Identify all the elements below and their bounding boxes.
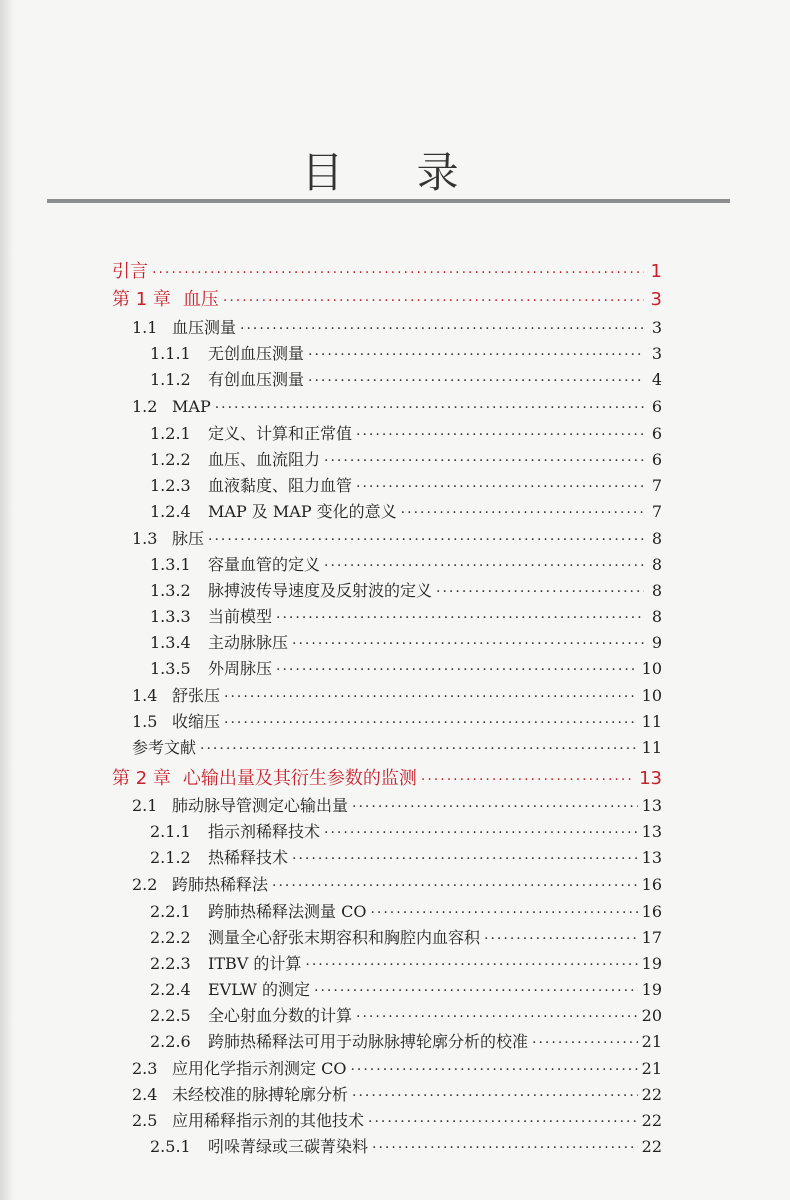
toc-entry-page: 8 xyxy=(651,607,662,626)
toc-entry xyxy=(150,341,662,367)
toc-entry-number: 2.2 xyxy=(132,875,158,894)
toc-entry xyxy=(132,394,662,420)
toc-entry-number: 2.3 xyxy=(132,1059,158,1078)
toc-entry-label: 跨肺热稀释法可用于动脉脉搏轮廓分析的校准 xyxy=(208,1032,529,1051)
toc-entry-label: 外周脉压 xyxy=(208,659,273,678)
dot-leader xyxy=(350,1057,637,1083)
toc-entry xyxy=(150,925,662,951)
toc-entry-number: 1.5 xyxy=(132,712,158,731)
toc-entry xyxy=(132,1082,662,1108)
toc-entry-page: 8 xyxy=(651,529,662,548)
toc-entry xyxy=(150,1003,662,1029)
dot-leader xyxy=(276,605,644,631)
dot-leader xyxy=(324,553,644,579)
toc-entry-label: MAP 及 MAP 变化的意义 xyxy=(208,502,397,521)
toc-entry-number: 2.2.5 xyxy=(150,1006,191,1025)
toc-entry-label: 指示剂稀释技术 xyxy=(208,822,321,841)
dot-leader xyxy=(356,474,644,500)
toc-entry-number: 1.3 xyxy=(132,529,158,548)
toc-entry-page: 21 xyxy=(641,1059,662,1078)
toc-entry-page: 22 xyxy=(641,1111,662,1130)
dot-leader xyxy=(272,873,638,899)
toc-entry xyxy=(132,709,662,735)
toc-entry xyxy=(150,1029,662,1055)
toc-entry-label: 跨肺热稀释法 xyxy=(172,875,269,894)
toc-entry-number: 2.5.1 xyxy=(150,1137,191,1156)
toc-entry-label: MAP xyxy=(172,397,211,416)
toc-entry-page: 10 xyxy=(641,686,662,705)
toc-entry-label: 血液黏度、阻力血管 xyxy=(208,476,353,495)
toc-entry-number: 2.1 xyxy=(132,796,158,815)
dot-leader xyxy=(436,579,644,605)
toc-entry-number: 1.2.1 xyxy=(150,424,191,443)
toc-entry xyxy=(150,604,662,630)
toc-entry-label: 容量血管的定义 xyxy=(208,555,321,574)
dot-leader xyxy=(208,527,644,553)
toc-entry xyxy=(132,1108,662,1134)
toc-entry-page: 6 xyxy=(651,397,662,416)
toc-entry-label: 血压 xyxy=(182,289,219,310)
toc-entry-number: 1.1.1 xyxy=(150,344,191,363)
dot-leader xyxy=(240,316,644,342)
toc-entry-page: 6 xyxy=(651,450,662,469)
toc-entry xyxy=(132,793,662,819)
dot-leader xyxy=(421,767,635,793)
dot-leader xyxy=(532,1030,638,1056)
toc-entry-label: 心输出量及其衍生参数的监测 xyxy=(182,768,417,789)
toc-entry-label: 当前模型 xyxy=(208,607,273,626)
toc-entry-label: 无创血压测量 xyxy=(208,344,305,363)
dot-leader xyxy=(215,395,644,421)
page-title: 目 录 xyxy=(301,148,489,197)
toc-entry-number: 1.2.3 xyxy=(150,476,191,495)
toc-entry xyxy=(150,552,662,578)
toc-entry-page: 13 xyxy=(641,848,662,867)
toc-entry-page: 16 xyxy=(641,902,662,921)
toc-entry-label: 脉压 xyxy=(172,529,205,548)
toc-entry-label: 定义、计算和正常值 xyxy=(208,424,353,443)
toc-entry-number: 1.2.2 xyxy=(150,450,191,469)
toc-entry-page: 22 xyxy=(641,1085,662,1104)
toc-entry-number: 1.3.5 xyxy=(150,659,191,678)
toc-entry xyxy=(150,977,662,1003)
toc-entry-label: 应用化学指示剂测定 CO xyxy=(172,1059,347,1078)
dot-leader xyxy=(292,631,644,657)
toc-entry-label: ITBV 的计算 xyxy=(208,954,302,973)
toc-entry-page: 3 xyxy=(651,318,662,337)
toc-entry xyxy=(150,499,662,525)
dot-leader xyxy=(292,846,638,872)
dot-leader xyxy=(356,1004,638,1030)
dot-leader xyxy=(368,1109,638,1135)
toc-entry-label: 未经校准的脉搏轮廓分析 xyxy=(172,1085,349,1104)
dot-leader xyxy=(352,794,638,820)
toc-entry-page: 22 xyxy=(641,1137,662,1156)
toc-entry-page: 8 xyxy=(651,555,662,574)
dot-leader xyxy=(314,978,638,1004)
toc-entry-page: 13 xyxy=(639,768,662,789)
toc-entry-page: 3 xyxy=(650,289,662,310)
toc-entry-page: 13 xyxy=(641,796,662,815)
toc-entry-page: 21 xyxy=(641,1032,662,1051)
dot-leader xyxy=(308,368,644,394)
dot-leader xyxy=(200,736,638,762)
dot-leader xyxy=(224,684,638,710)
toc-entry xyxy=(150,630,662,656)
toc-entry-page: 7 xyxy=(651,476,662,495)
toc-entry xyxy=(150,447,662,473)
title-divider xyxy=(47,199,730,203)
dot-leader xyxy=(223,288,644,314)
toc-entry-label: 脉搏波传导速度及反射波的定义 xyxy=(208,581,433,600)
toc-entry-page: 4 xyxy=(651,370,662,389)
toc-entry xyxy=(132,683,662,709)
toc-entry-label: 主动脉脉压 xyxy=(208,633,289,652)
dot-leader xyxy=(324,820,638,846)
toc-entry xyxy=(150,656,662,682)
toc-entry-number: 2.5 xyxy=(132,1111,158,1130)
toc-entry-page: 17 xyxy=(641,928,662,947)
toc-entry-page: 3 xyxy=(651,344,662,363)
toc-entry xyxy=(112,287,662,313)
toc-entry-label: 应用稀释指示剂的其他技术 xyxy=(172,1111,365,1130)
toc-entry-number: 1.3.2 xyxy=(150,581,191,600)
toc-entry xyxy=(132,1056,662,1082)
toc-entry-number: 第 1 章 xyxy=(112,289,171,310)
toc-entry-page: 19 xyxy=(641,954,662,973)
toc-entry-number: 2.1.1 xyxy=(150,822,191,841)
toc-entry-page: 11 xyxy=(641,738,662,757)
toc-entry xyxy=(112,259,662,285)
dot-leader xyxy=(401,500,644,526)
toc-entry-label: 全心射血分数的计算 xyxy=(208,1006,353,1025)
toc-entry-number: 1.2.4 xyxy=(150,502,191,521)
toc-entry-label: 血压、血流阻力 xyxy=(208,450,321,469)
toc-entry-label: 吲哚菁绿或三碳菁染料 xyxy=(208,1137,369,1156)
toc-entry xyxy=(150,899,662,925)
dot-leader xyxy=(484,926,638,952)
toc-entry xyxy=(150,578,662,604)
toc-entry-label: 引言 xyxy=(112,261,148,282)
toc-entry-number: 2.2.1 xyxy=(150,902,191,921)
toc-entry-page: 19 xyxy=(641,980,662,999)
toc-entry-page: 13 xyxy=(641,822,662,841)
dot-leader xyxy=(224,710,638,736)
toc-entry-number: 1.3.4 xyxy=(150,633,191,652)
dot-leader xyxy=(370,900,637,926)
toc-entry-number: 1.3.1 xyxy=(150,555,191,574)
toc-entry-label: 血压测量 xyxy=(172,318,237,337)
toc-entry xyxy=(150,473,662,499)
toc-entry xyxy=(132,872,662,898)
toc-entry xyxy=(150,845,662,871)
dot-leader xyxy=(356,422,644,448)
toc-entry-number: 2.2.4 xyxy=(150,980,191,999)
dot-leader xyxy=(152,260,644,286)
dot-leader xyxy=(352,1083,638,1109)
toc-entry-page: 9 xyxy=(651,633,662,652)
toc-entry-page: 6 xyxy=(651,424,662,443)
toc-entry-label: 参考文献 xyxy=(132,738,197,757)
toc-entry-page: 8 xyxy=(651,581,662,600)
dot-leader xyxy=(372,1135,638,1161)
toc-entry-number: 2.2.2 xyxy=(150,928,191,947)
toc-entry-number: 2.2.3 xyxy=(150,954,191,973)
toc-entry xyxy=(112,766,662,792)
toc-entry-number: 2.1.2 xyxy=(150,848,191,867)
toc-entry-number: 1.1 xyxy=(132,318,158,337)
toc-entry-number: 2.4 xyxy=(132,1085,158,1104)
toc-entry-page: 1 xyxy=(650,261,662,282)
toc-entry xyxy=(150,951,662,977)
toc-entry-label: 测量全心舒张末期容积和胸腔内血容积 xyxy=(208,928,481,947)
toc-entry-number: 1.3.3 xyxy=(150,607,191,626)
toc-entry-label: 舒张压 xyxy=(172,686,221,705)
toc-entry-page: 11 xyxy=(641,712,662,731)
toc-entry xyxy=(150,1134,662,1160)
toc-entry-label: 跨肺热稀释法测量 CO xyxy=(208,902,367,921)
toc-entry xyxy=(150,819,662,845)
toc-entry-number: 2.2.6 xyxy=(150,1032,191,1051)
toc-entry-page: 7 xyxy=(651,502,662,521)
toc-entry-label: 肺动脉导管测定心输出量 xyxy=(172,796,349,815)
toc-entry-label: 收缩压 xyxy=(172,712,221,731)
toc-entry xyxy=(132,526,662,552)
toc-entry xyxy=(150,367,662,393)
toc-entry-number: 1.2 xyxy=(132,397,158,416)
toc-entry-page: 10 xyxy=(641,659,662,678)
toc-entry-number: 1.1.2 xyxy=(150,370,191,389)
dot-leader xyxy=(324,448,644,474)
toc-entry-label: 热稀释技术 xyxy=(208,848,289,867)
toc-entry-number: 第 2 章 xyxy=(112,768,171,789)
toc-entry-number: 1.4 xyxy=(132,686,158,705)
toc-entry xyxy=(132,735,662,761)
toc-entry-label: EVLW 的测定 xyxy=(208,980,311,999)
toc-entry-page: 16 xyxy=(641,875,662,894)
dot-leader xyxy=(308,342,644,368)
toc-entry-label: 有创血压测量 xyxy=(208,370,305,389)
toc-entry xyxy=(132,315,662,341)
toc-entry xyxy=(150,421,662,447)
toc-entry-page: 20 xyxy=(641,1006,662,1025)
dot-leader xyxy=(305,952,637,978)
dot-leader xyxy=(276,657,638,683)
